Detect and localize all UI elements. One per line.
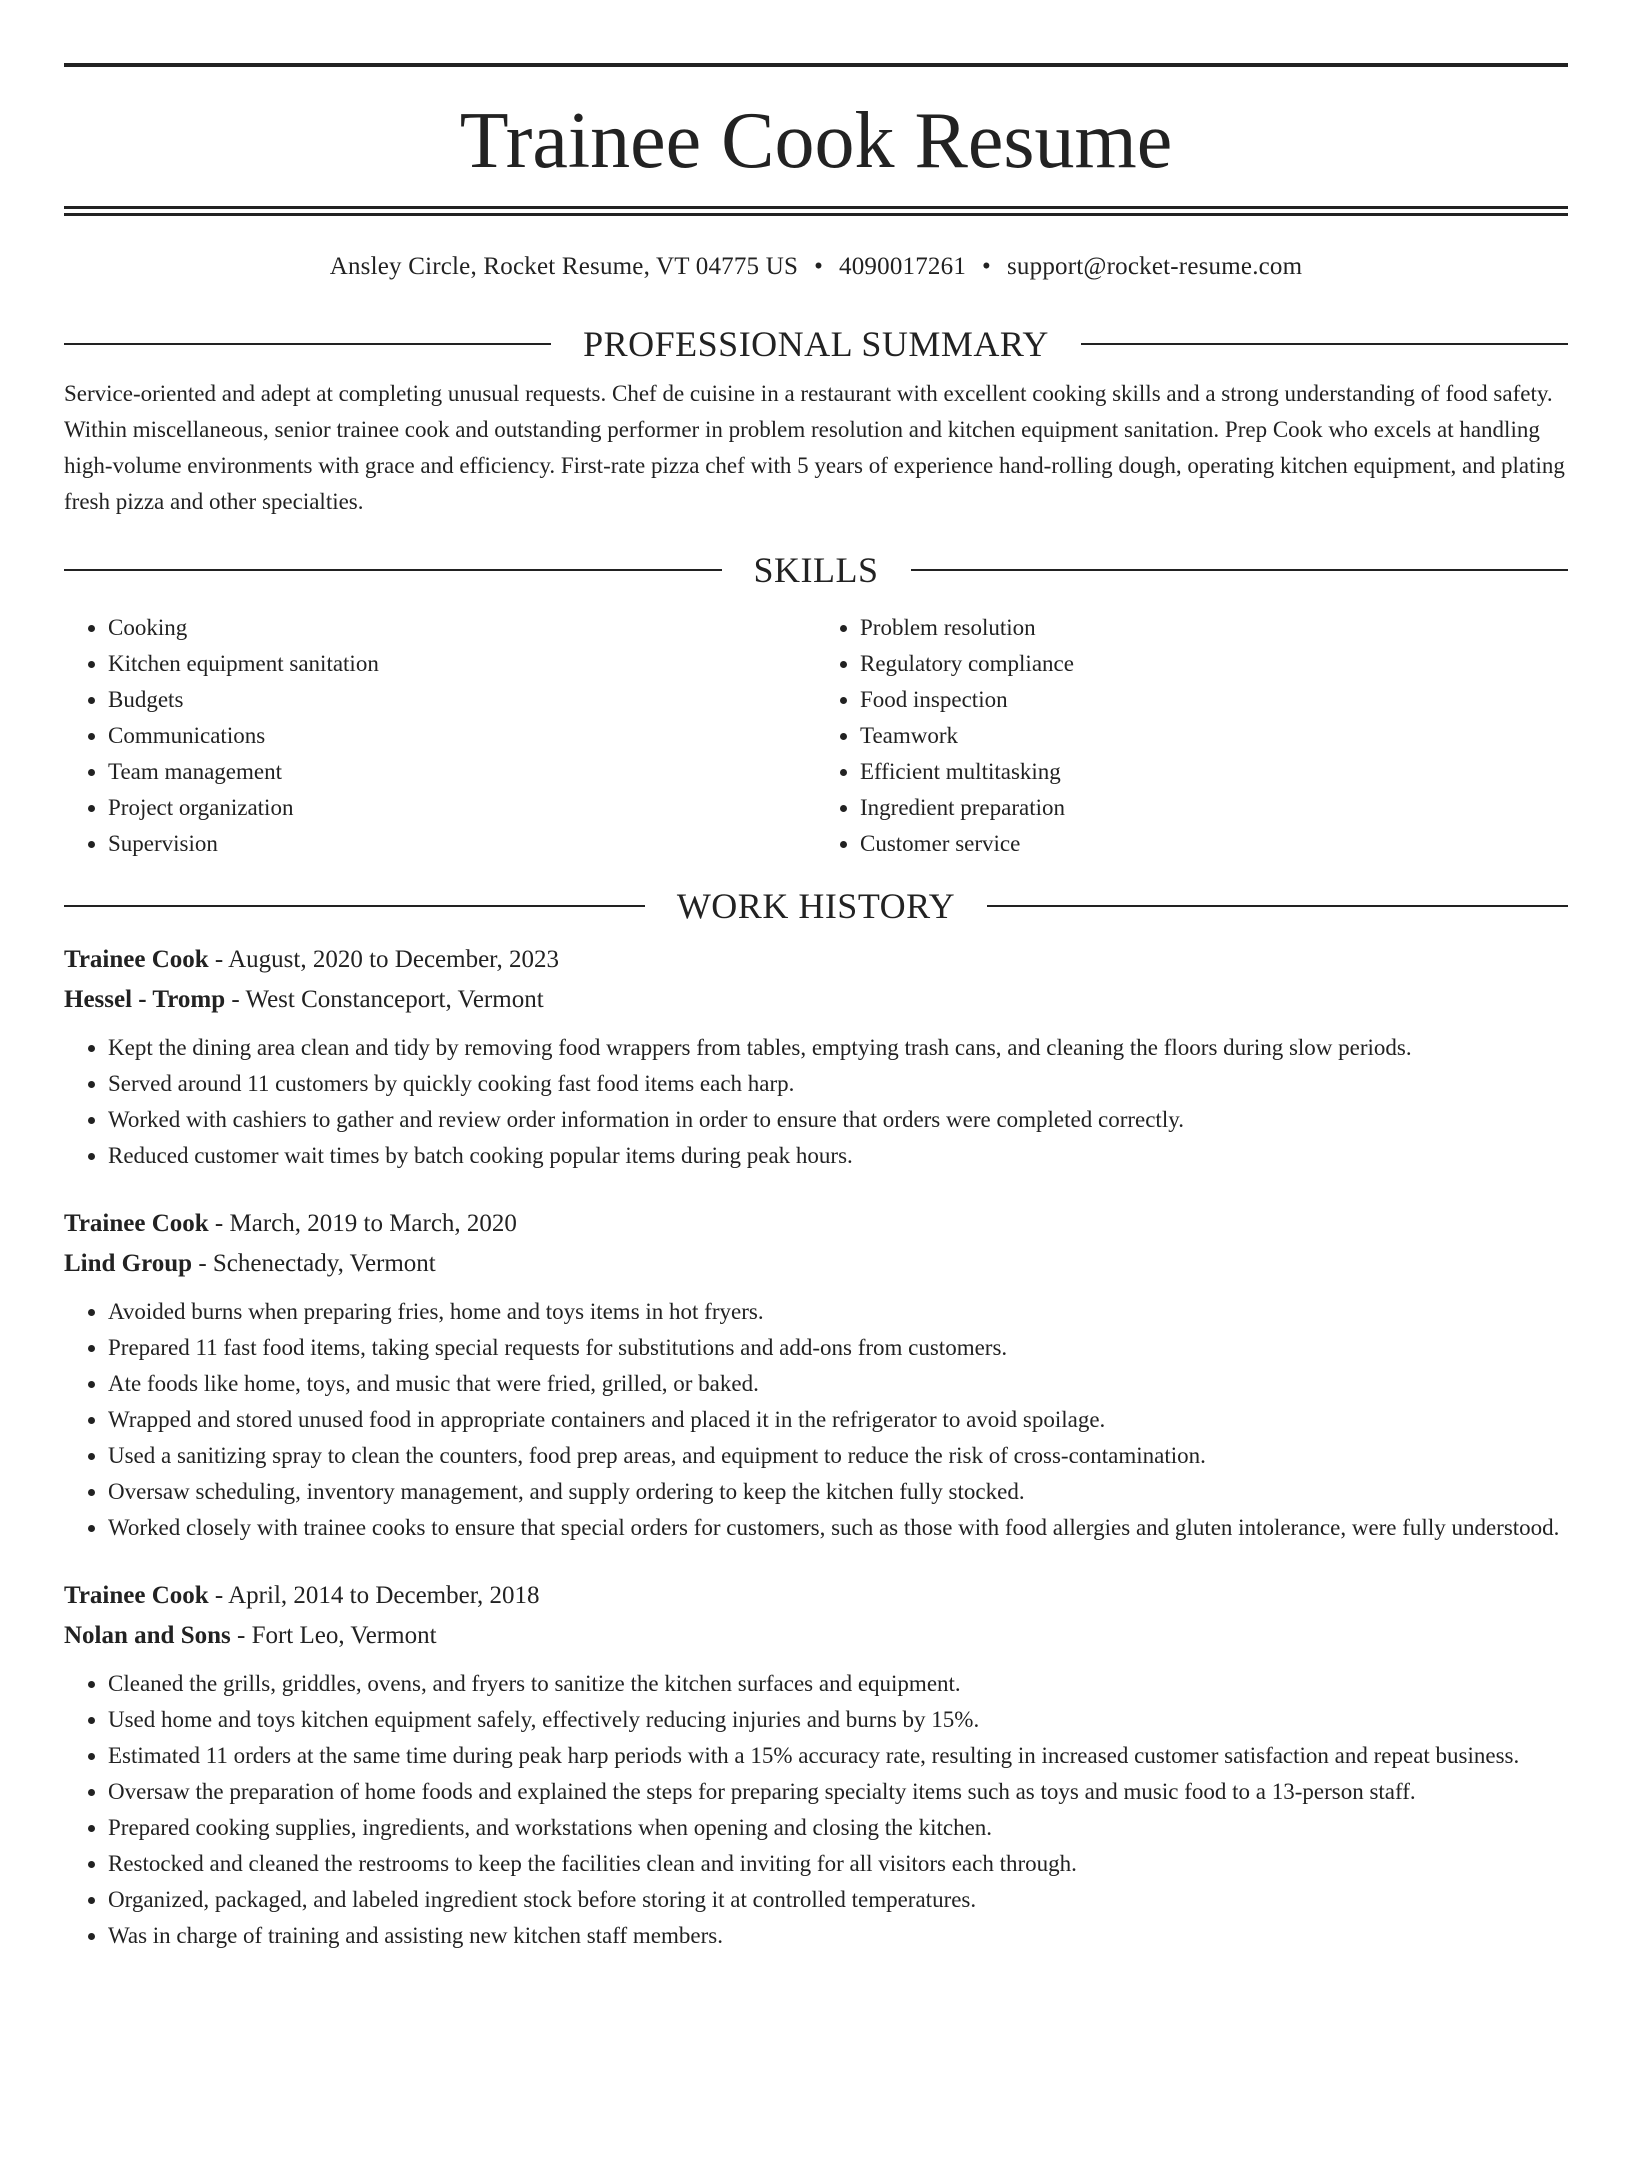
skills-column-right xyxy=(816,610,1568,862)
job-bullet: • Oversaw the preparation of home foods and explained the steps for preparing specialty items such as toys and music food to a 13-person staff. xyxy=(108,1774,1568,1810)
job-bullet: • Kept the dining area clean and tidy by removing food wrappers from tables, emptying trash cans, and cleaning the floors during slow periods. xyxy=(108,1030,1568,1066)
job-company-line xyxy=(64,980,1568,1020)
job-bullet: • Estimated 11 orders at the same time during peak harp periods with a 15% accuracy rate, resulting in increased customer satisfaction and repeat business. xyxy=(108,1738,1568,1774)
contact-line xyxy=(64,252,1568,282)
job-bullet: • Used a sanitizing spray to clean the counters, food prep areas, and equipment to reduce the risk of cross-contamination. xyxy=(108,1438,1568,1474)
job-title: Trainee Cook xyxy=(64,946,209,973)
contact-separator: • xyxy=(814,253,824,280)
job-bullet: • Restocked and cleaned the restrooms to keep the facilities clean and inviting for all visitors each through. xyxy=(108,1846,1568,1882)
section-rule xyxy=(64,905,645,907)
section-header-work xyxy=(64,886,1568,926)
job-bullet: • Organized, packaged, and labeled ingredient stock before storing it at controlled temperatures. xyxy=(108,1882,1568,1918)
skill-item: • Project organization xyxy=(108,790,816,826)
job-bullet: • Was in charge of training and assisting new kitchen staff members. xyxy=(108,1918,1568,1954)
job-bullet: • Served around 11 customers by quickly cooking fast food items each harp. xyxy=(108,1066,1568,1102)
skill-item: • Communications xyxy=(108,718,816,754)
resume-title: Trainee Cook Resume xyxy=(459,97,1173,185)
job-company: Nolan and Sons xyxy=(64,1622,231,1649)
section-title: WORK HISTORY xyxy=(676,886,956,926)
job-title-line xyxy=(64,1204,1568,1244)
job-bullet: • Oversaw scheduling, inventory management, and supply ordering to keep the kitchen fully stocked. xyxy=(108,1474,1568,1510)
skill-item: • Ingredient preparation xyxy=(860,790,1568,826)
job-company: Lind Group xyxy=(64,1250,193,1277)
job-location: - Fort Leo, Vermont xyxy=(230,1622,437,1649)
skill-item: • Customer service xyxy=(860,826,1568,862)
section-rule xyxy=(987,905,1568,907)
skill-item: • Teamwork xyxy=(860,718,1568,754)
job-bullet: • Cleaned the grills, griddles, ovens, and fryers to sanitize the kitchen surfaces and equipment. xyxy=(108,1666,1568,1702)
job-title: Trainee Cook xyxy=(64,1210,209,1237)
skill-item: • Kitchen equipment sanitation xyxy=(108,646,816,682)
job-title-line xyxy=(64,940,1568,980)
job-title-line xyxy=(64,1576,1568,1616)
skill-item: • Problem resolution xyxy=(860,610,1568,646)
job-entry xyxy=(64,1576,1568,1954)
skill-item: • Team management xyxy=(108,754,816,790)
title-double-rule xyxy=(64,206,1568,216)
job-bullet: • Wrapped and stored unused food in appropriate containers and placed it in the refrigerator to avoid spoilage. xyxy=(108,1402,1568,1438)
skill-item: • Supervision xyxy=(108,826,816,862)
job-bullet: • Prepared cooking supplies, ingredients, and workstations when opening and closing the kitchen. xyxy=(108,1810,1568,1846)
section-rule xyxy=(64,343,551,345)
job-bullets xyxy=(64,1294,1568,1546)
contact-separator: • xyxy=(982,253,991,280)
job-bullet: • Worked closely with trainee cooks to ensure that special orders for customers, such as those with food allergies and gluten intolerance, were fully understood. xyxy=(108,1510,1568,1546)
contact-phone: 4090017261 xyxy=(839,253,967,280)
skills-list xyxy=(64,610,1568,862)
skill-item: • Cooking xyxy=(108,610,816,646)
section-title: SKILLS xyxy=(753,550,879,590)
job-title: Trainee Cook xyxy=(64,1582,209,1609)
job-bullet: • Reduced customer wait times by batch cooking popular items during peak hours. xyxy=(108,1138,1568,1174)
job-company: Hessel - Tromp xyxy=(64,986,226,1013)
section-rule xyxy=(911,569,1569,571)
section-rule xyxy=(64,569,722,571)
resume-page xyxy=(0,63,1632,2175)
job-bullets xyxy=(64,1030,1568,1174)
job-company-line xyxy=(64,1244,1568,1284)
job-bullet: • Ate foods like home, toys, and music that were fried, grilled, or baked. xyxy=(108,1366,1568,1402)
job-location: - Schenectady, Vermont xyxy=(192,1250,436,1277)
section-rule xyxy=(1081,343,1568,345)
skill-item: • Food inspection xyxy=(860,682,1568,718)
skills-column-left xyxy=(64,610,816,862)
skill-item: • Regulatory compliance xyxy=(860,646,1568,682)
skill-item: • Efficient multitasking xyxy=(860,754,1568,790)
job-bullet: • Used home and toys kitchen equipment safely, effectively reducing injuries and burns by 15%. xyxy=(108,1702,1568,1738)
job-bullet: • Prepared 11 fast food items, taking special requests for substitutions and add-ons from customers. xyxy=(108,1330,1568,1366)
job-bullet: • Avoided burns when preparing fries, home and toys items in hot fryers. xyxy=(108,1294,1568,1330)
job-bullets xyxy=(64,1666,1568,1954)
section-header-skills xyxy=(64,550,1568,590)
job-entry xyxy=(64,940,1568,1174)
job-location: - West Constanceport, Vermont xyxy=(225,986,544,1013)
job-dates: - April, 2014 to December, 2018 xyxy=(208,1582,540,1609)
job-dates: - August, 2020 to December, 2023 xyxy=(208,946,560,973)
summary-text: Service-oriented and adept at completing unusual requests. Chef de cuisine in a restaurant with excellent cooking skills and a strong understanding of food safety. Within miscellaneous, senior trainee cook and outstanding performer in problem resolution and kitchen equipment sanitation. Prep Cook who excels at handling high-volume environments with grace and efficiency. First-rate pizza chef with 5 years of experience hand-rolling dough, operating kitchen equipment, and plating fresh pizza and other specialties. xyxy=(64,381,1565,514)
contact-address: Ansley Circle, Rocket Resume, VT 04775 US xyxy=(329,253,799,280)
job-dates: - March, 2019 to March, 2020 xyxy=(208,1210,517,1237)
job-entry xyxy=(64,1204,1568,1546)
section-header-summary xyxy=(64,324,1568,364)
job-company-line xyxy=(64,1616,1568,1656)
section-title: PROFESSIONAL SUMMARY xyxy=(583,324,1049,364)
contact-email: support@rocket-resume.com xyxy=(1006,253,1303,280)
job-bullet: • Worked with cashiers to gather and review order information in order to ensure that orders were completed correctly. xyxy=(108,1102,1568,1138)
skill-item: • Budgets xyxy=(108,682,816,718)
